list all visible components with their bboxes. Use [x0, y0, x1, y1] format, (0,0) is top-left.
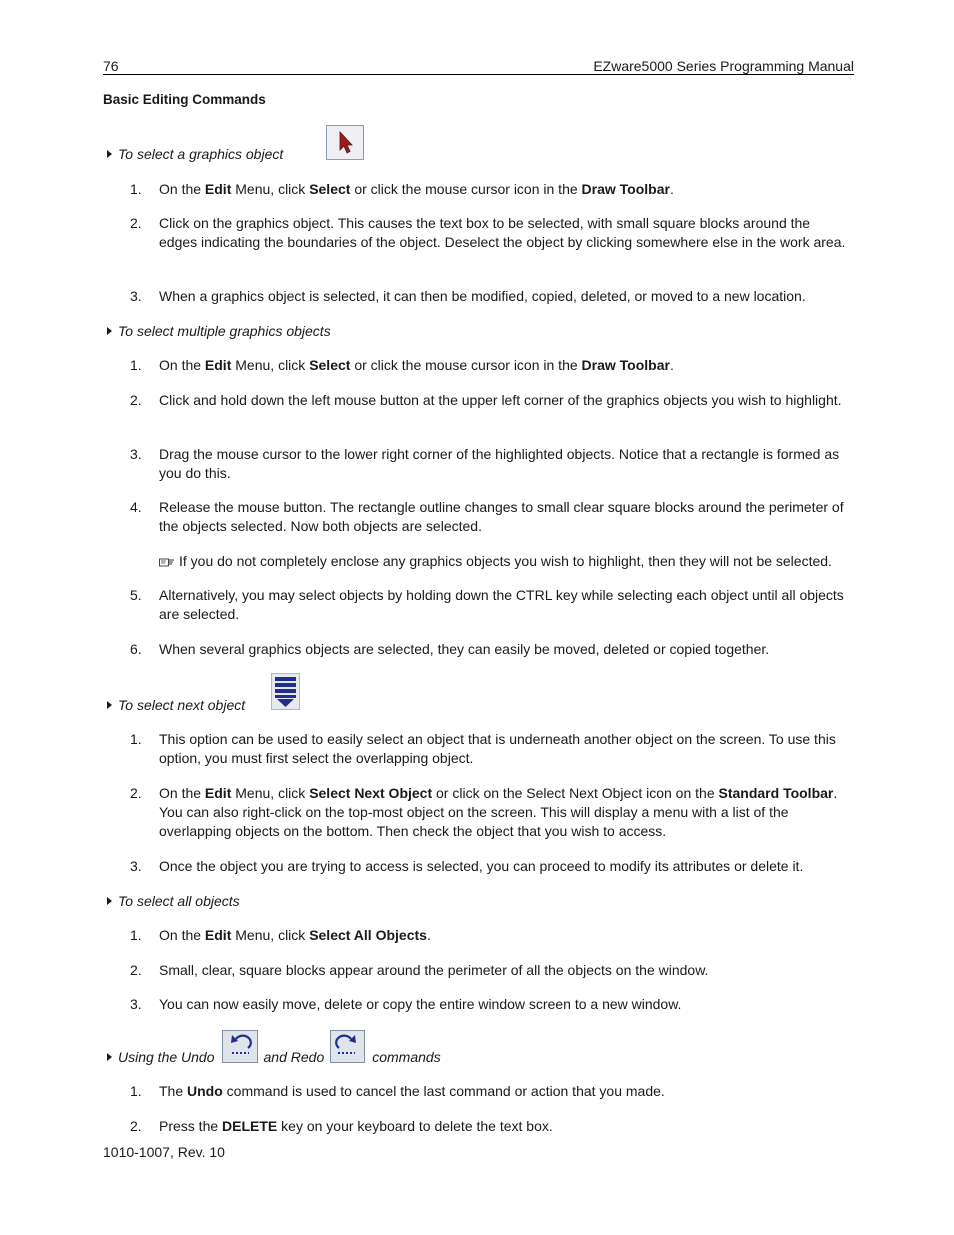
redo-icon [330, 1030, 365, 1063]
select-next-icon [271, 673, 300, 710]
document-revision: 1010-1007, Rev. 10 [103, 1144, 225, 1160]
heading-select-next-object: To select next object [107, 697, 245, 713]
bullet-triangle-icon [107, 897, 112, 905]
list-item: 1. On the Edit Menu, click Select or click the mouse cursor icon in the Draw Toolbar. [130, 357, 674, 373]
heading-undo-redo: Using the Undo and Redo commands [107, 1049, 527, 1065]
list-item: 1. This option can be used to easily select an object that is underneath another object on the screen. To use this option, you must first select the overlapping object. [130, 731, 836, 766]
heading-select-multiple-objects: To select multiple graphics objects [107, 323, 331, 339]
list-item: 5. Alternatively, you may select objects by holding down the CTRL key while selecting each object until all objects are selected. [130, 587, 844, 622]
list-item: 2. On the Edit Menu, click Select Next Object or click on the Select Next Object icon on the Standard Toolbar. You can also right-click on the top-most object on the screen. This will display a menu with a list of the overlapping objects on the bottom. Then check the object that you wish to access. [130, 785, 838, 839]
list-item: 3. You can now easily move, delete or copy the entire window screen to a new window. [130, 996, 682, 1012]
list-item: 2. Press the DELETE key on your keyboard to delete the text box. [130, 1118, 553, 1134]
bullet-triangle-icon [107, 327, 112, 335]
bullet-triangle-icon [107, 150, 112, 158]
cursor-arrow-icon [326, 125, 364, 160]
section-title: Basic Editing Commands [103, 92, 266, 107]
heading-select-graphics-object: To select a graphics object [107, 146, 283, 162]
note-hand-icon [159, 554, 175, 573]
list-item: 1. On the Edit Menu, click Select All Objects. [130, 927, 431, 943]
page-header [103, 57, 854, 75]
manual-title: EZware5000 Series Programming Manual [593, 58, 854, 74]
note: If you do not completely enclose any graphics objects you wish to highlight, then they will not be selected. [159, 552, 859, 573]
list-item: 6. When several graphics objects are selected, they can easily be moved, deleted or copied together. [130, 641, 770, 657]
list-item: 3. When a graphics object is selected, it can then be modified, copied, deleted, or moved to a new location. [130, 288, 806, 304]
list-item: 2. Small, clear, square blocks appear around the perimeter of all the objects on the window. [130, 962, 709, 978]
list-item: 1. On the Edit Menu, click Select or click the mouse cursor icon in the Draw Toolbar. [130, 181, 674, 197]
list-item: 2. Click on the graphics object. This causes the text box to be selected, with small square blocks around the edges indicating the boundaries of the object. Deselect the object by clicking somewhere else in the work area. [130, 215, 846, 250]
bullet-triangle-icon [107, 701, 112, 709]
list-item: 3. Once the object you are trying to access is selected, you can proceed to modify its attributes or delete it. [130, 858, 804, 874]
list-item: 2. Click and hold down the left mouse button at the upper left corner of the graphics objects you wish to highlight. [130, 392, 842, 408]
bullet-triangle-icon [107, 1053, 112, 1061]
page-number: 76 [103, 58, 119, 74]
list-item: 1. The Undo command is used to cancel the last command or action that you made. [130, 1083, 665, 1099]
list-item: 4. Release the mouse button. The rectangle outline changes to small clear square blocks around the perimeter of the objects selected. Now both objects are selected. [130, 499, 844, 534]
heading-select-all-objects: To select all objects [107, 893, 240, 909]
list-item: 3. Drag the mouse cursor to the lower right corner of the highlighted objects. Notice that a rectangle is formed as you do this. [130, 446, 840, 481]
undo-icon [222, 1030, 258, 1063]
